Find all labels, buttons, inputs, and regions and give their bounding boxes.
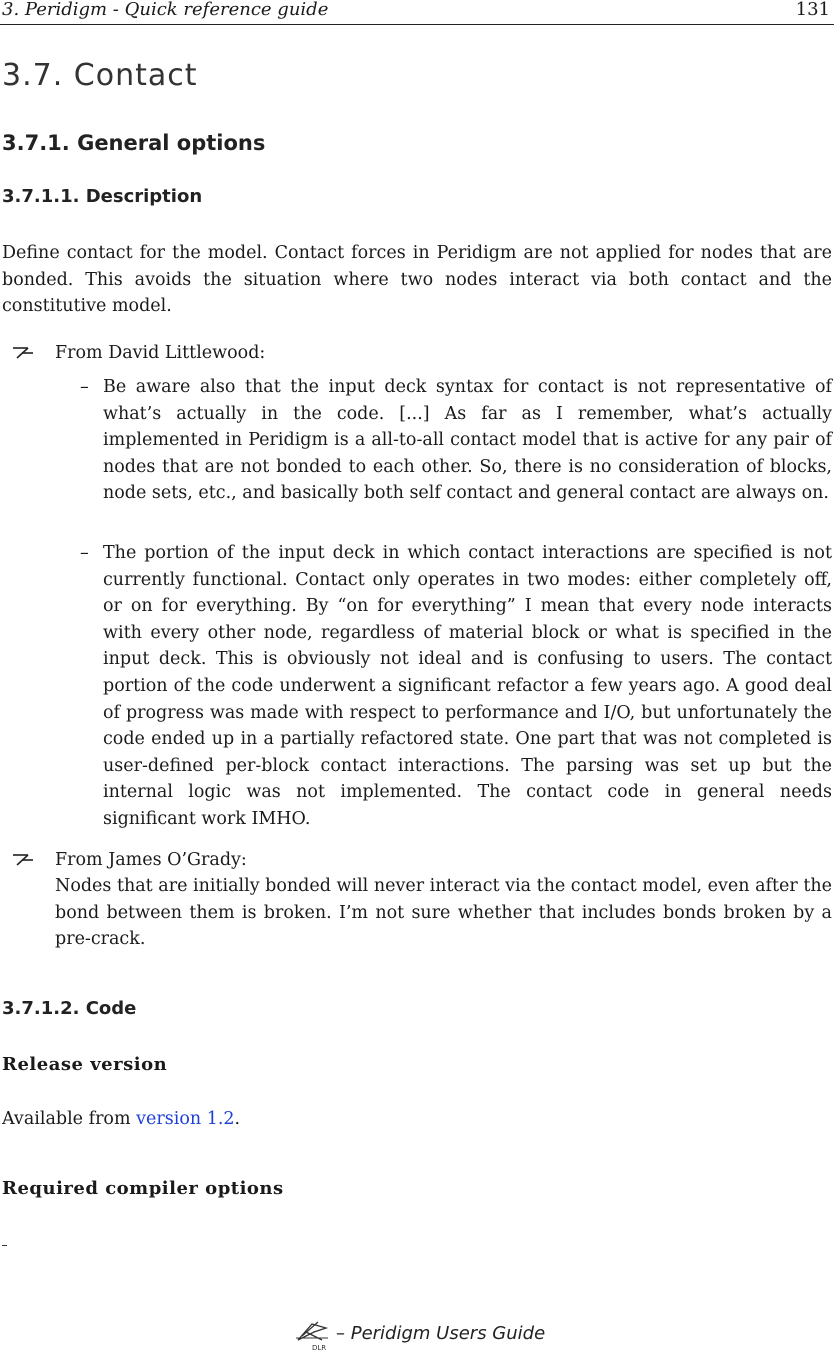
arrow-bullet-icon: [12, 346, 34, 360]
subsection-title: 3.7.1. General options: [2, 131, 266, 155]
release-version-heading: Release version: [2, 1054, 168, 1075]
release-suffix: .: [234, 1109, 241, 1129]
dlr-logo-text: DLR: [312, 1344, 327, 1352]
list-item-ogrady-text: Nodes that are initially bonded will never interact via the contact model, even after the bond between them is broken. I’m not sure whether that includes bonds broken by a pre-crack.: [55, 876, 832, 950]
version-link[interactable]: version 1.2: [136, 1109, 235, 1129]
compiler-options-heading: Required compiler options: [2, 1178, 284, 1199]
list-subitem: The portion of the input deck in which contact interactions are specified is not currently functional. Contact only operates in two modes: either completely off, or on for everything. By “on for everything” I mean that every node interacts with every other node, regardless of material block or what is specified in the input deck. This is obviously not ideal and is confusing to users. The contact portion of the code underwent a significant refactor a few years ago. A good deal of progress was made with respect to performance and I/O, but unfortunately the code ended up in a partially refactored state. One part that was not completed is user-defined per-block contact interactions. The parsing was set up but the internal logic was not implemented. The contact code in general needs significant work IMHO.: [103, 543, 832, 829]
running-header: [0, 0, 834, 25]
description-heading: 3.7.1.1. Description: [2, 186, 203, 207]
list-subitem: Be aware also that the input deck syntax for contact is not representative of what’s actually in the code. [...] As far as I remember, what’s actually implemented in Peridigm is a all-to-all contact model that is active for any pair of nodes that are not bonded to each other. So, there is no consideration of blocks, node sets, etc., and basically both self contact and general contact are always on.: [103, 377, 832, 504]
chapter-title: 3. Peridigm - Quick reference guide: [2, 0, 329, 20]
dash-bullet: –: [80, 543, 89, 563]
release-prefix: Available from: [2, 1109, 137, 1129]
dlr-logo-icon: [292, 1318, 332, 1352]
page-number: 131: [795, 0, 830, 20]
footer-title: – Peridigm Users Guide: [336, 1323, 546, 1344]
list-item-ogrady-label: From James O’Grady:: [55, 850, 247, 870]
stray-mark: [2, 1245, 7, 1246]
section-title: 3.7. Contact: [2, 58, 198, 93]
description-paragraph: Define contact for the model. Contact forces in Peridigm are not applied for nodes that are bonded. This avoids the situation where two nodes interact via both contact and the constitutive model.: [2, 243, 832, 317]
dash-bullet: –: [80, 377, 89, 397]
page-footer: [292, 1318, 562, 1352]
code-heading: 3.7.1.2. Code: [2, 998, 137, 1019]
list-item-littlewood-label: From David Littlewood:: [55, 343, 266, 363]
arrow-bullet-icon: [12, 853, 34, 867]
release-paragraph: [2, 1106, 832, 1133]
